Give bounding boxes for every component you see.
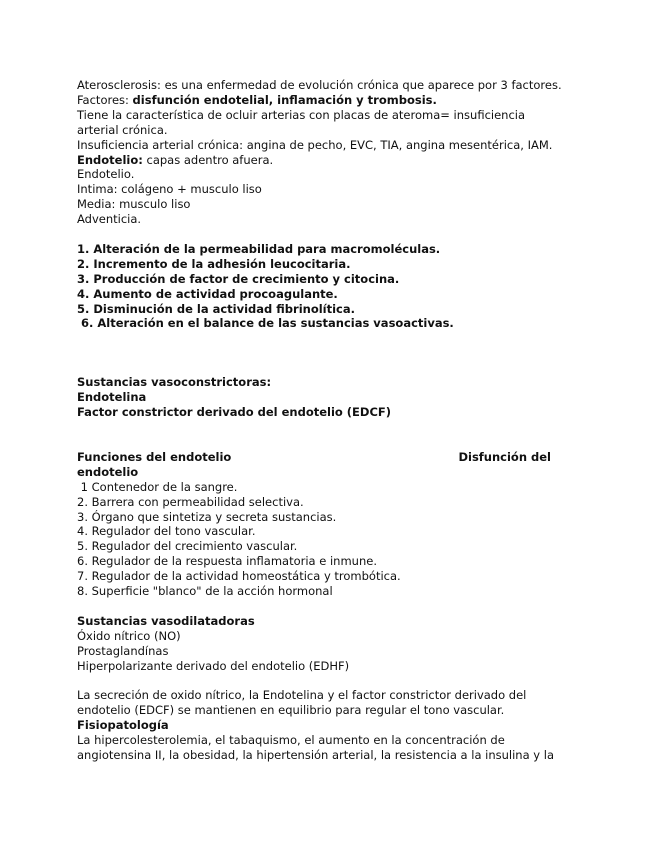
numbered-item: 2. Incremento de la adhesión leucocitaria.	[77, 256, 351, 271]
numbered-item: 3. Producción de factor de crecimiento y citocina.	[77, 271, 400, 286]
funcion-item: 1 Contenedor de la sangre.	[77, 479, 238, 494]
disfuncion-heading: Disfunción del	[458, 449, 551, 464]
fisiopatologia-line: angiotensina II, la obesidad, la hipertensión arterial, la resistencia a la insulina y la	[77, 748, 554, 762]
funcion-item: 5. Regulador del crecimiento vascular.	[77, 539, 298, 554]
layer-item: Endotelio.	[77, 167, 135, 182]
characteristic-line-cont: arterial crónica.	[77, 122, 168, 137]
layer-item: Media: musculo liso	[77, 197, 191, 212]
fisiopatologia-line: La hipercolesterolemia, el tabaquismo, el aumento en la concentración de	[77, 733, 505, 748]
vasoconstrictora-item: Factor constrictor derivado del endotelio (EDCF)	[77, 405, 392, 420]
endotelio-line	[77, 153, 577, 168]
funcion-item: 2. Barrera con permeabilidad selectiva.	[77, 494, 304, 509]
funcion-item: 8. Superficie "blanco" de la acción hormonal	[77, 584, 333, 599]
factores-value: disfunción endotelial, inflamación y trombosis.	[132, 92, 437, 107]
insufficiency-line: Insuficiencia arterial crónica: angina de pecho, EVC, TIA, angina mesentérica, IAM.	[77, 137, 553, 152]
characteristic-line: Tiene la característica de ocluir arterias con placas de ateroma= insuficiencia	[77, 107, 526, 122]
funciones-heading-row	[77, 450, 577, 465]
factores-label: Factores:	[77, 92, 133, 107]
funcion-item: 6. Regulador de la respuesta inflamatoria e inmune.	[77, 554, 377, 569]
secrecion-line: La secreción de oxido nítrico, la Endotelina y el factor constrictor derivado del	[77, 688, 527, 703]
endotelio-label: Endotelio:	[77, 152, 143, 167]
vasodilatadora-item: Óxido nítrico (NO)	[77, 628, 181, 643]
layer-item: Adventicia.	[77, 212, 142, 227]
numbered-item: 1. Alteración de la permeabilidad para macromoléculas.	[77, 241, 441, 256]
numbered-item: 5. Disminución de la actividad fibrinolítica.	[77, 301, 356, 316]
fisiopatologia-heading: Fisiopatología	[77, 718, 169, 733]
numbered-item: 4. Aumento de actividad procoagulante.	[77, 286, 338, 301]
factores-line	[77, 93, 577, 108]
vasoconstrictoras-heading: Sustancias vasoconstrictoras:	[77, 375, 272, 390]
vasodilatadoras-heading: Sustancias vasodilatadoras	[77, 613, 255, 628]
secrecion-line: endotelio (EDCF) se mantienen en equilibrio para regular el tono vascular.	[77, 703, 505, 718]
vasodilatadora-item: Hiperpolarizante derivado del endotelio (EDHF)	[77, 658, 350, 673]
vasodilatadora-item: Prostaglandínas	[77, 643, 169, 658]
funcion-item: 7. Regulador de la actividad homeostática y trombótica.	[77, 569, 401, 584]
funcion-item: 4. Regulador del tono vascular.	[77, 524, 256, 539]
disfuncion-heading-wrap: endotelio	[77, 464, 139, 479]
vasoconstrictora-item: Endotelina	[77, 390, 147, 405]
endotelio-value: capas adentro afuera.	[142, 152, 274, 167]
intro-line: Aterosclerosis: es una enfermedad de evolución crónica que aparece por 3 factores.	[77, 78, 562, 92]
numbered-item: 6. Alteración en el balance de las sustancias vasoactivas.	[77, 316, 454, 331]
funciones-heading: Funciones del endotelio	[77, 449, 232, 464]
layer-item: Intima: colágeno + musculo liso	[77, 182, 262, 197]
funcion-item: 3. Órgano que sintetiza y secreta sustancias.	[77, 509, 337, 524]
document-page	[77, 78, 577, 763]
